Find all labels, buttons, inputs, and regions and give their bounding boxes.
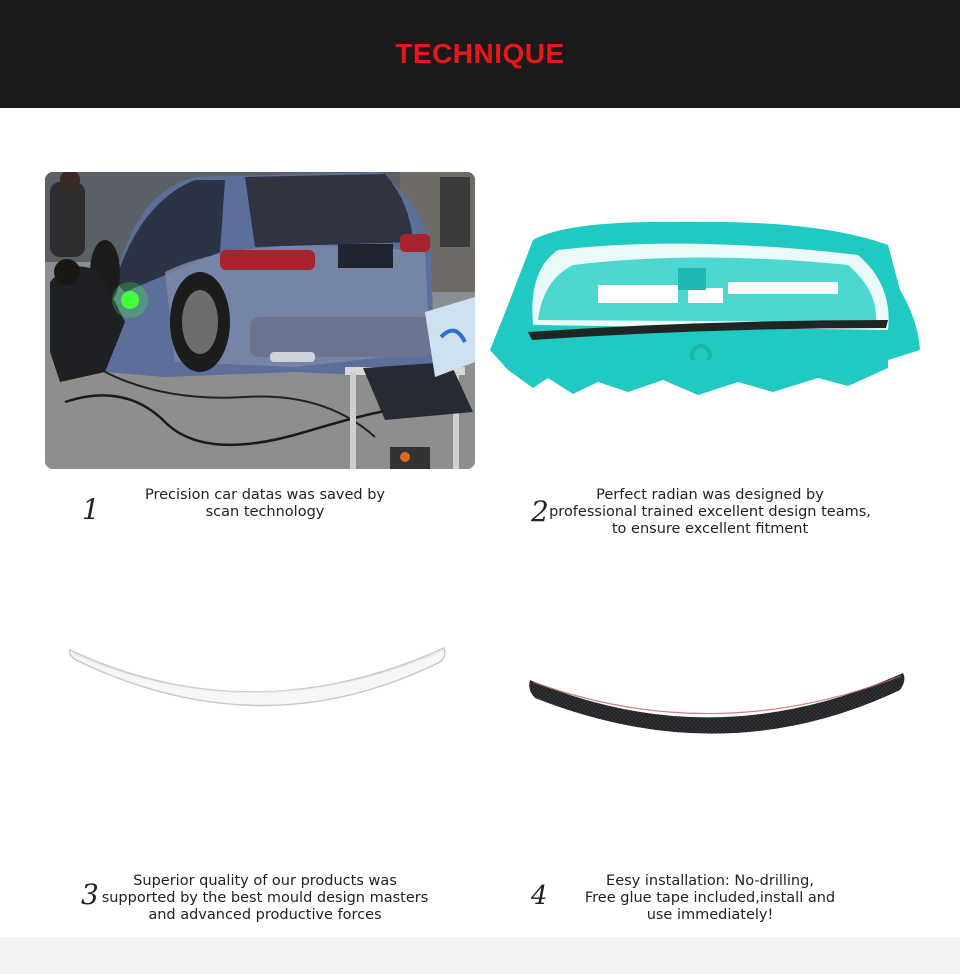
step-number-4: 4 — [531, 881, 548, 911]
step-number-2: 2 — [531, 495, 549, 528]
step-number-3: 3 — [81, 878, 99, 911]
roof-scan-render — [488, 210, 922, 400]
step-2-line: professional trained excellent design teams, — [549, 504, 871, 520]
step-description-3 — [95, 873, 435, 924]
header-banner — [0, 0, 960, 108]
footer-bar — [0, 937, 960, 974]
step-description-4 — [540, 873, 880, 924]
step-4-line: use immediately! — [646, 907, 774, 923]
white-spoiler-image — [62, 640, 452, 730]
step-description-1 — [95, 487, 435, 521]
step-2-line: Perfect radian was designed by — [596, 487, 824, 503]
step-description-2 — [540, 487, 880, 538]
step-1-line: scan technology — [205, 504, 325, 520]
step-4-line: Free glue tape included,install and — [584, 890, 836, 906]
step-4-line: Eesy installation: No-drilling, — [606, 873, 814, 889]
step-2-line: to ensure excellent fitment — [611, 521, 809, 537]
step-1-line: Precision car datas was saved by — [144, 487, 385, 503]
page-title: TECHNIQUE — [395, 38, 565, 69]
step-3-line: Superior quality of our products was — [133, 873, 397, 889]
step-3-line: and advanced productive forces — [148, 907, 382, 923]
step-3-line: supported by the best mould design masters — [101, 890, 429, 906]
step-number-1: 1 — [82, 493, 100, 526]
car-scan-photo — [45, 172, 475, 469]
carbon-spoiler-image — [525, 668, 910, 743]
